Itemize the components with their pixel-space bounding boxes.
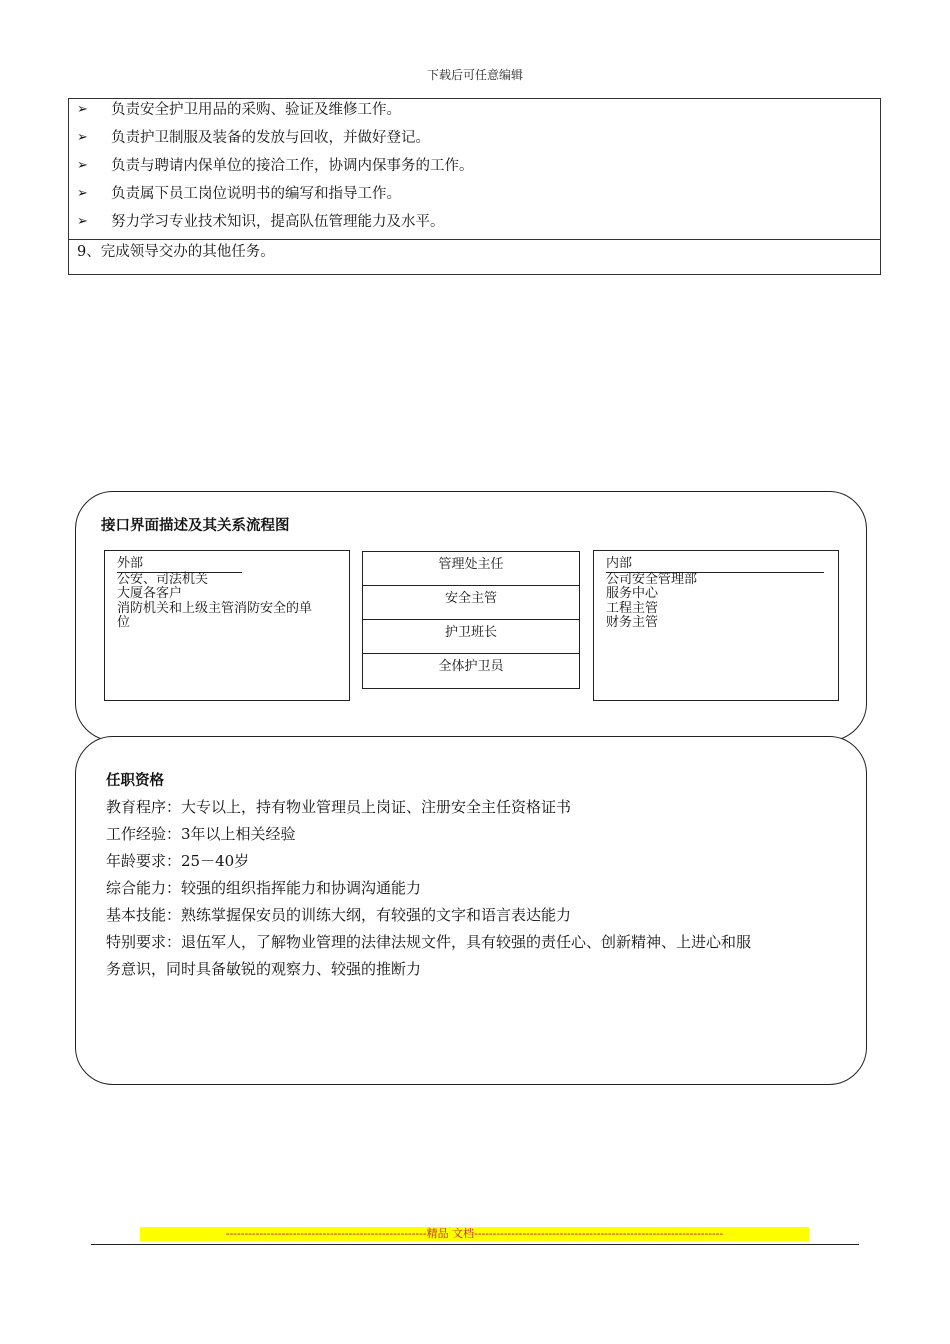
external-item: 消防机关和上级主管消防安全的单: [117, 600, 313, 616]
internal-parties-box: [593, 550, 839, 701]
arrow-bullet-icon: ➢: [77, 214, 88, 229]
arrow-bullet-icon: ➢: [77, 130, 88, 145]
arrow-bullet-icon: ➢: [77, 158, 88, 173]
qualifications-list: [106, 794, 841, 983]
qualification-line: 工作经验：3年以上相关经验: [106, 825, 296, 843]
header-note: 下载后可任意编辑: [426, 68, 523, 82]
duty-item: [69, 211, 880, 239]
duty-text: 负责属下员工岗位说明书的编写和指导工作。: [111, 186, 401, 202]
chain-level: 护卫班长: [363, 620, 579, 654]
footer-rule: [91, 1244, 859, 1245]
qualification-line: 综合能力：较强的组织指挥能力和协调沟通能力: [106, 879, 422, 897]
footer-banner: ------------------------------------------------------精品 文档-------------------------------------------------------------------: [140, 1227, 809, 1241]
internal-item: 服务中心: [606, 586, 659, 601]
external-item: 公安、司法机关: [117, 571, 209, 587]
chain-level: 管理处主任: [363, 552, 579, 586]
internal-item: 财务主管: [606, 615, 659, 630]
interface-title: 接口界面描述及其关系流程图: [101, 518, 290, 534]
external-heading: 外部: [117, 557, 242, 573]
chain-level: 全体护卫员: [438, 659, 504, 674]
qualification-line: 年龄要求：25－40岁: [106, 852, 250, 870]
qualifications-panel: [75, 736, 867, 1085]
duty-item: [69, 127, 880, 155]
duty-list: [69, 99, 880, 239]
external-item: 位: [117, 615, 131, 630]
duty-text: 努力学习专业技术知识，提高队伍管理能力及水平。: [111, 214, 445, 230]
qualifications-title: 任职资格: [106, 773, 164, 789]
qualification-line: 务意识，同时具备敏锐的观察力、较强的推断力: [106, 960, 422, 978]
internal-item: 工程主管: [606, 600, 659, 616]
duty-item: [69, 99, 880, 127]
external-item: 大厦各客户: [117, 586, 183, 601]
chain-level: 安全主管: [363, 586, 579, 620]
qualification-line: 特别要求：退伍军人，了解物业管理的法律法规文件，具有较强的责任心、创新精神、上进心和服: [106, 933, 752, 951]
duty-text: 负责与聘请内保单位的接洽工作，协调内保事务的工作。: [111, 158, 474, 174]
arrow-bullet-icon: ➢: [77, 186, 88, 201]
reporting-chain: [362, 551, 580, 689]
internal-heading: 内部: [606, 557, 824, 573]
duty-item: [69, 183, 880, 211]
internal-item: 公司安全管理部: [606, 571, 698, 587]
duty-text: 负责安全护卫用品的采购、验证及维修工作。: [111, 102, 401, 118]
external-parties-box: [104, 550, 350, 701]
duty-final-item: 9、完成领导交办的其他任务。: [77, 244, 275, 260]
qualification-line: 教育程序：大专以上，持有物业管理员上岗证、注册安全主任资格证书: [106, 798, 572, 816]
qualification-line: 基本技能：熟练掌握保安员的训练大纲，有较强的文字和语言表达能力: [106, 906, 572, 924]
duty-table: [68, 98, 881, 275]
duty-item: [69, 155, 880, 183]
duty-text: 负责护卫制服及装备的发放与回收，并做好登记。: [111, 130, 430, 146]
arrow-bullet-icon: ➢: [77, 102, 88, 117]
